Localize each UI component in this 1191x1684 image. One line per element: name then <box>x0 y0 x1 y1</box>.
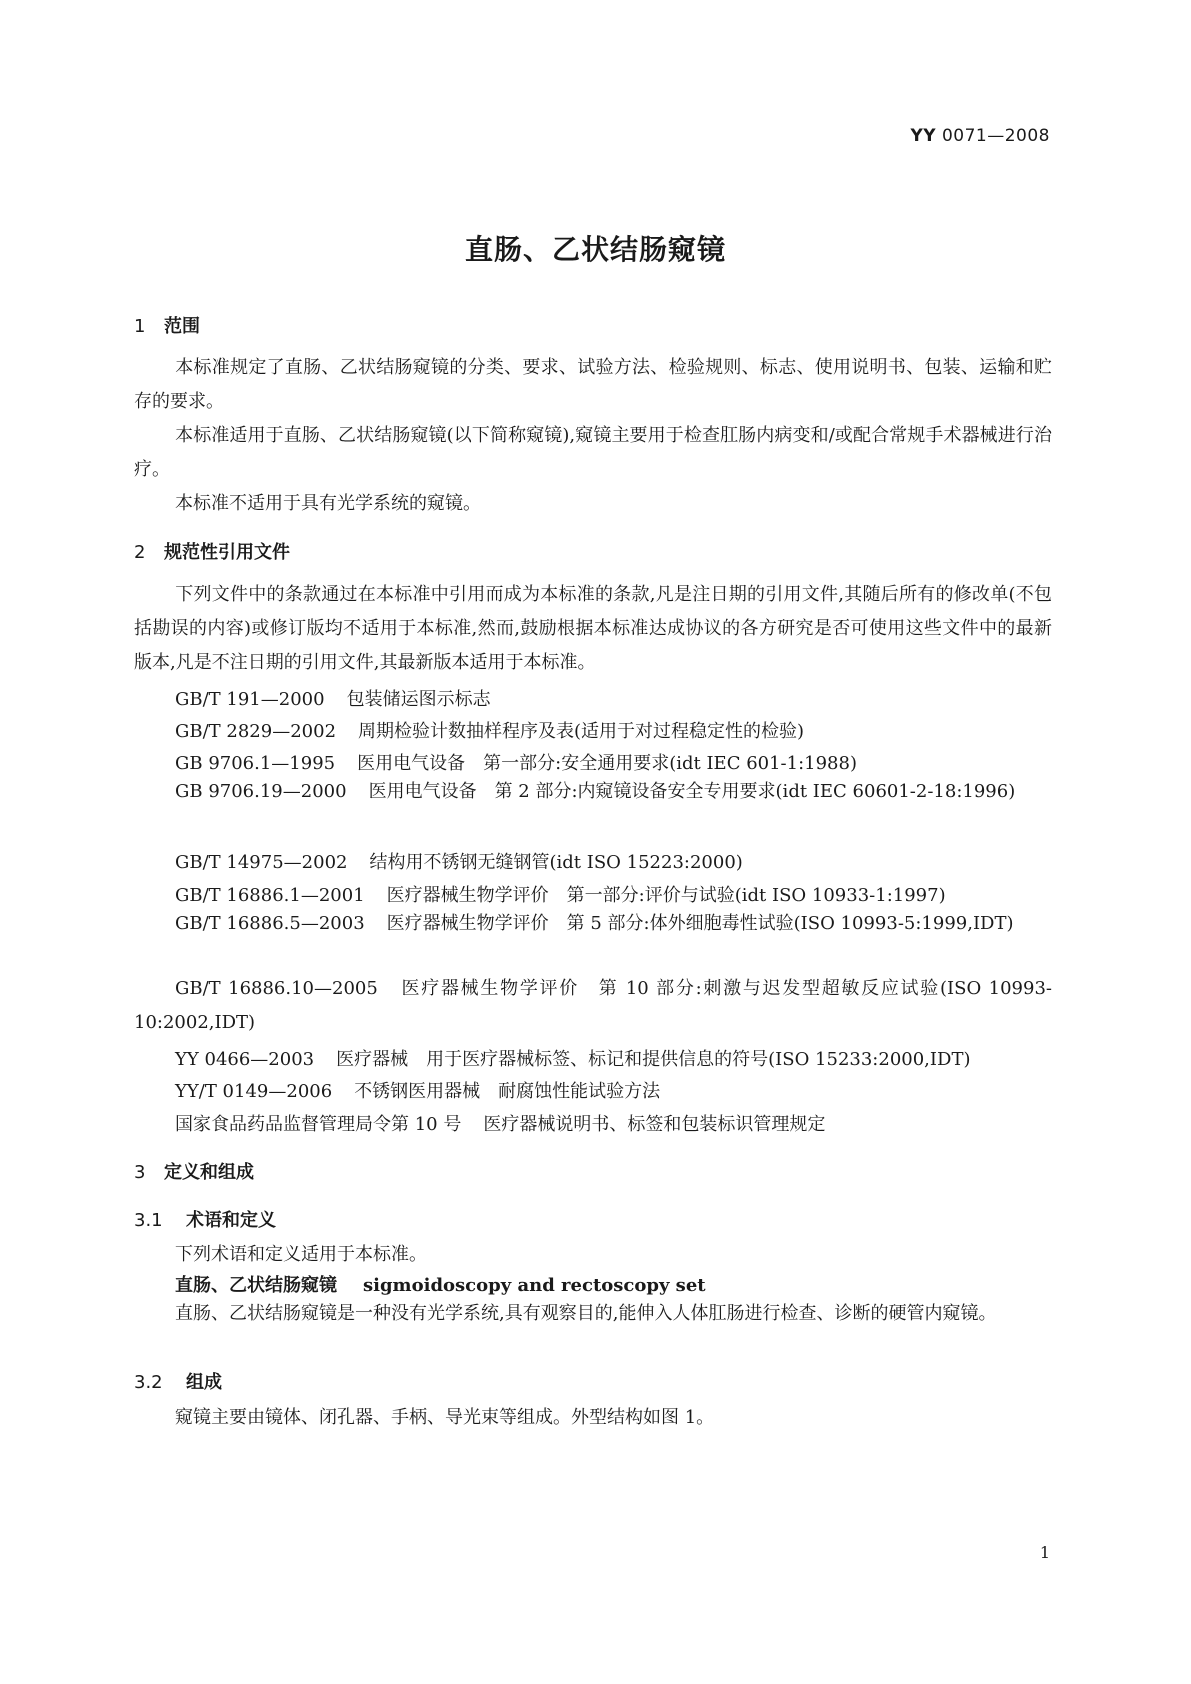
reference-item: GB 9706.19—2000 医用电气设备 第 2 部分:内窥镜设备安全专用要求(idt IEC 60601-2-18:1996) <box>175 781 1016 802</box>
paragraph: 本标准不适用于具有光学系统的窥镜。 <box>175 493 481 514</box>
page-number: 1 <box>1039 1543 1050 1562</box>
paragraph: 本标准规定了直肠、乙状结肠窥镜的分类、要求、试验方法、检验规则、标志、使用说明书、包装、运输和贮存的要求。 <box>134 357 1052 412</box>
reference-item: YY/T 0149—2006 不锈钢医用器械 耐腐蚀性能试验方法 <box>175 1081 661 1102</box>
reference-item: GB/T 16886.5—2003 医疗器械生物学评价 第 5 部分:体外细胞毒性试验(ISO 10993-5:1999,IDT) <box>175 913 1014 934</box>
reference-item: GB/T 14975—2002 结构用不锈钢无缝钢管(idt ISO 15223:2000) <box>175 852 743 873</box>
reference-item: GB/T 16886.1—2001 医疗器械生物学评价 第一部分:评价与试验(idt ISO 10933-1:1997) <box>175 885 946 906</box>
paragraph: 本标准适用于直肠、乙状结肠窥镜(以下简称窥镜),窥镜主要用于检查肛肠内病变和/或配合常规手术器械进行治疗。 <box>134 425 1052 480</box>
section-3-1-heading: 3.1 术语和定义 <box>134 1210 276 1231</box>
paragraph: 下列文件中的条款通过在本标准中引用而成为本标准的条款,凡是注日期的引用文件,其随后所有的修改单(不包括勘误的内容)或修订版均不适用于本标准,然而,鼓励根据本标准达成协议的各方研究是否可使用这些文件中的最新版本,凡是不注日期的引用文件,其最新版本适用于本标准。 <box>134 584 1052 673</box>
reference-item: GB/T 191—2000 包装储运图示标志 <box>175 689 491 710</box>
document-title: 直肠、乙状结肠窥镜 <box>464 233 726 266</box>
reference-item: 国家食品药品监督管理局令第 10 号 医疗器械说明书、标签和包装标识管理规定 <box>175 1114 826 1135</box>
paragraph: 窥镜主要由镜体、闭孔器、手柄、导光束等组成。外型结构如图 1。 <box>175 1407 715 1428</box>
standard-code: YY 0071—2008 <box>910 126 1050 146</box>
term-definition: 直肠、乙状结肠窥镜是一种没有光学系统,具有观察目的,能伸入人体肛肠进行检查、诊断的硬管内窥镜。 <box>175 1303 997 1324</box>
section-3-2-heading: 3.2 组成 <box>134 1372 222 1393</box>
term-entry: 直肠、乙状结肠窥镜 sigmoidoscopy and rectoscopy set <box>175 1275 706 1296</box>
reference-item: GB/T 2829—2002 周期检验计数抽样程序及表(适用于对过程稳定性的检验) <box>175 721 805 742</box>
section-3-heading: 3 定义和组成 <box>134 1162 254 1183</box>
reference-item: GB/T 16886.10—2005 医疗器械生物学评价 第 10 部分:刺激与迟发型超敏反应试验(ISO 10993-10:2002,IDT) <box>134 978 1052 1033</box>
paragraph: 下列术语和定义适用于本标准。 <box>175 1244 427 1265</box>
reference-item: GB 9706.1—1995 医用电气设备 第一部分:安全通用要求(idt IEC 601-1:1988) <box>175 753 857 774</box>
reference-item: YY 0466—2003 医疗器械 用于医疗器械标签、标记和提供信息的符号(ISO 15233:2000,IDT) <box>175 1049 971 1070</box>
section-2-heading: 2 规范性引用文件 <box>134 542 290 563</box>
section-1-heading: 1 范围 <box>134 316 200 337</box>
